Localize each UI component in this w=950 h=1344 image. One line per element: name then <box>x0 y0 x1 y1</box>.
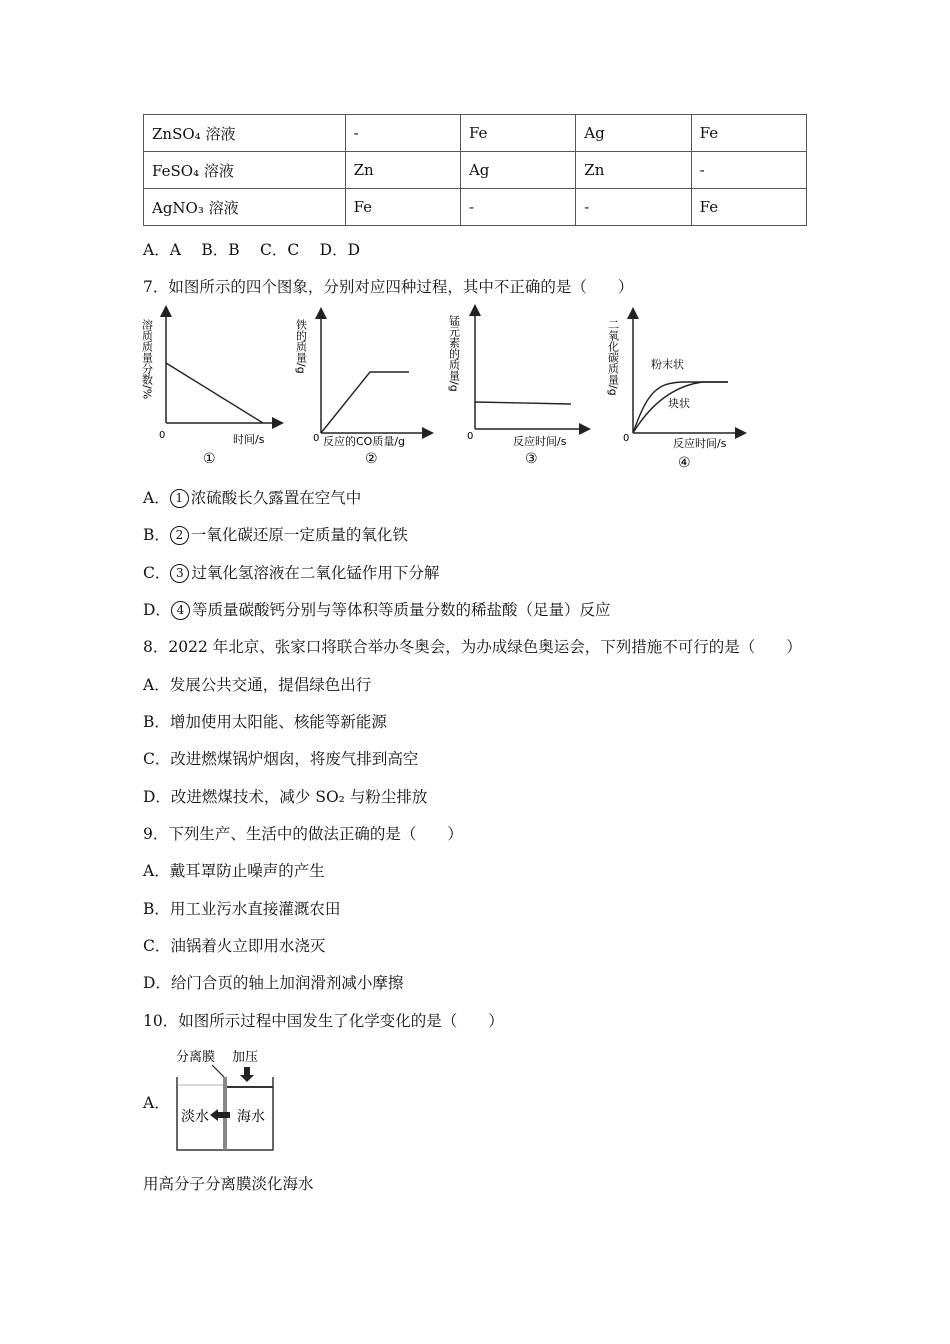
row-label: ZnSO₄ 溶液 <box>144 115 346 152</box>
graph-number: ① <box>203 451 216 467</box>
q8-option-a: A．发展公共交通，提倡绿色出行 <box>143 676 372 694</box>
circled-number: 2 <box>170 526 189 545</box>
q9-option-d: D．给门合页的轴上加润滑剂减小摩擦 <box>143 974 404 992</box>
table-row <box>144 152 807 189</box>
q8-option-b: B．增加使用太阳能、核能等新能源 <box>143 713 387 731</box>
graph-number: ② <box>365 451 378 467</box>
q10-option-a-caption: 用高分子分离膜淡化海水 <box>143 1175 314 1193</box>
graph-origin: 0 <box>623 433 630 444</box>
graph-line <box>475 402 571 404</box>
graph-xlabel: 反应时间/s <box>673 437 727 450</box>
q7-option-b: B． 2 一氧化碳还原一定质量的氧化铁 <box>143 526 408 544</box>
graph-ylabel: 锰元素的质量/g <box>447 315 461 392</box>
membrane-pointer <box>212 1065 224 1077</box>
circled-number: 1 <box>170 489 189 508</box>
table-row <box>144 115 807 152</box>
circled-number: 4 <box>171 601 190 620</box>
graph-xlabel: 时间/s <box>233 433 265 446</box>
table-cell: - <box>460 189 575 226</box>
sea-water-label: 海水 <box>237 1109 265 1125</box>
graph-4 <box>607 313 742 471</box>
table-cell: Ag <box>576 115 691 152</box>
table-row <box>144 189 807 226</box>
membrane-desalination-figure <box>172 1045 278 1155</box>
q9-option-a: A．戴耳罩防止噪声的产生 <box>143 862 325 880</box>
fresh-water-label: 淡水 <box>181 1109 209 1125</box>
graph-ylabel: 溶质质量分数/% <box>140 319 154 400</box>
powder-label: 粉末状 <box>651 358 684 371</box>
table-cell: Ag <box>460 152 575 189</box>
graph-origin: 0 <box>313 433 320 444</box>
row-label: FeSO₄ 溶液 <box>144 152 346 189</box>
table-cell: Fe <box>345 189 460 226</box>
q9-option-c: C．油锅着火立即用水浇灭 <box>143 937 326 955</box>
q6-options: A．A B．B C．C D．D <box>143 241 361 259</box>
table-cell: Fe <box>460 115 575 152</box>
graph-line <box>321 372 409 433</box>
table-cell: - <box>691 152 806 189</box>
q10-stem: 10．如图所示过程中国发生了化学变化的是（ ） <box>143 1012 504 1030</box>
q8-option-c: C．改进燃煤锅炉烟囱，将废气排到高空 <box>143 750 419 768</box>
graph-2 <box>295 313 429 467</box>
table-cell: - <box>576 189 691 226</box>
graph-origin: 0 <box>467 431 474 442</box>
q7-option-a: A． 1 浓硫酸长久露置在空气中 <box>143 489 362 507</box>
pressure-arrow-icon <box>240 1067 254 1082</box>
table-cell: Fe <box>691 115 806 152</box>
q7-stem: 7．如图所示的四个图象，分别对应四种过程，其中不正确的是（ ） <box>143 278 634 296</box>
graph-ylabel: 铁的质量/g <box>294 319 308 374</box>
q7-option-d: D． 4 等质量碳酸钙分别与等体积等质量分数的稀盐酸（足量）反应 <box>143 601 611 619</box>
q9-stem: 9．下列生产、生活中的做法正确的是（ ） <box>143 825 463 843</box>
table-cell: Zn <box>345 152 460 189</box>
membrane-label: 分离膜 <box>176 1050 216 1065</box>
q8-option-d: D．改进燃煤技术，减少 SO₂ 与粉尘排放 <box>143 788 428 806</box>
q7-option-c: C． 3 过氧化氢溶液在二氧化锰作用下分解 <box>143 564 440 582</box>
circled-number: 3 <box>170 564 189 583</box>
graph-number: ④ <box>678 455 691 471</box>
pressure-label: 加压 <box>232 1050 259 1065</box>
lump-label: 块状 <box>668 397 690 410</box>
table-cell: - <box>345 115 460 152</box>
graph-origin: 0 <box>159 430 166 441</box>
table-cell: Zn <box>576 152 691 189</box>
solution-table <box>143 114 807 226</box>
row-label: AgNO₃ 溶液 <box>144 189 346 226</box>
q9-option-b: B．用工业污水直接灌溉农田 <box>143 900 341 918</box>
q8-stem: 8．2022 年北京、张家口将联合举办冬奥会，为办成绿色奥运会，下列措施不可行的是（ ） <box>143 638 802 656</box>
graph-3 <box>448 310 586 467</box>
graph-xlabel: 反应时间/s <box>513 435 567 448</box>
graph-number: ③ <box>525 451 538 467</box>
graph-xlabel: 反应的CO质量/g <box>323 435 406 448</box>
q7-graphs-figure <box>140 305 753 475</box>
graph-ylabel: 二氧化碳质量/g <box>606 319 620 396</box>
graph-line <box>166 363 263 423</box>
graph-1 <box>141 311 279 467</box>
table-cell: Fe <box>691 189 806 226</box>
q10-option-a-letter: A． <box>143 1094 170 1112</box>
